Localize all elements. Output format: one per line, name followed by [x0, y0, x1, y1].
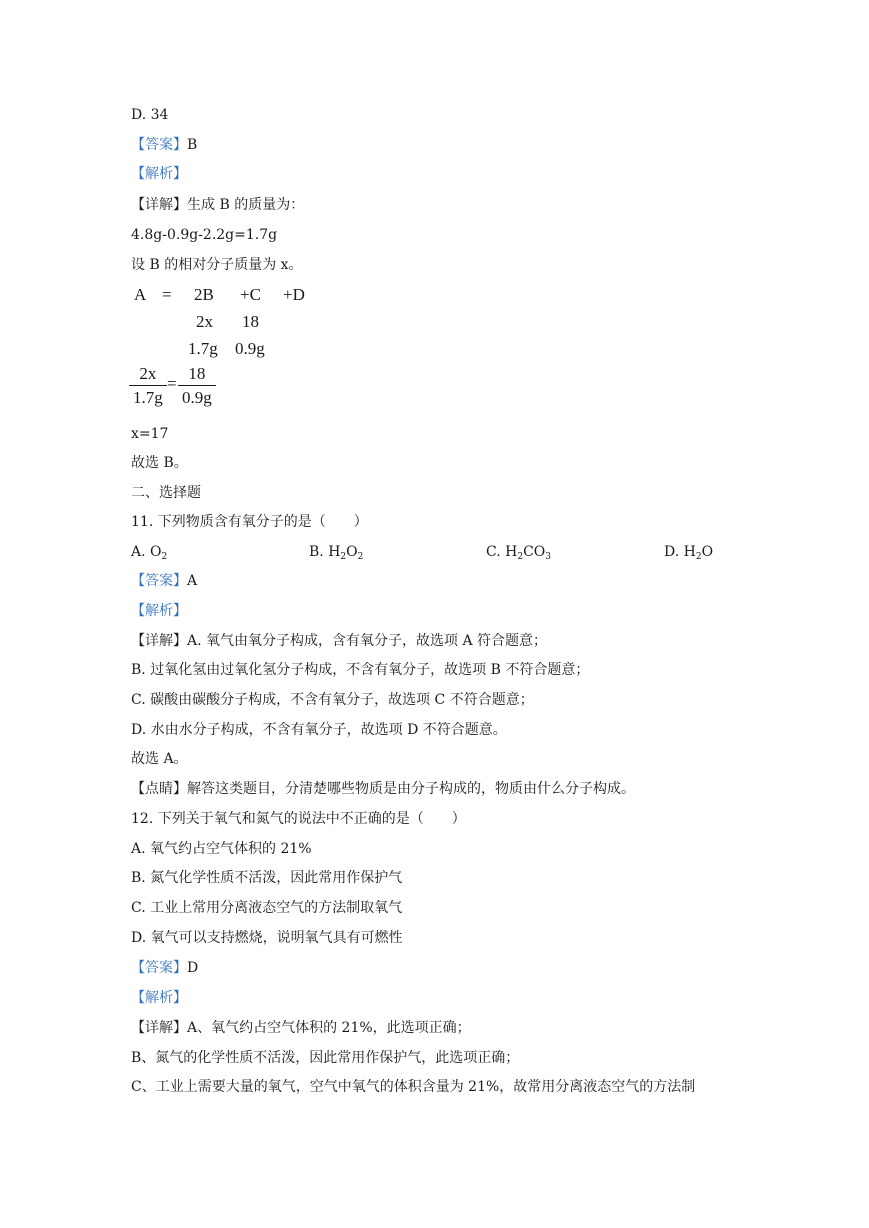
q11-answer-line — [131, 572, 197, 590]
q11-option-b-sub2: 2 — [357, 552, 364, 562]
tip-tag: 【点睛】 — [131, 781, 187, 797]
eq-row2-18: 18 — [242, 312, 259, 331]
q10-calc: 4.8g-0.9g-2.2g=1.7g — [131, 227, 278, 243]
q12-detail-b: B、氮气的化学性质不活泼，因此常用作保护气，此选项正确； — [131, 1050, 520, 1066]
q12-answer-line — [131, 959, 198, 977]
eq-row1-d: +D — [283, 285, 305, 304]
q12-detail-a — [131, 1019, 471, 1037]
detail-tag: 【详解】 — [131, 1020, 187, 1036]
q11-analysis-tag: 【解析】 — [131, 603, 187, 619]
q10-answer-line — [131, 136, 197, 154]
eq-row1-c: +C — [240, 285, 261, 304]
answer-value: B — [187, 137, 198, 153]
fraction-left — [129, 363, 167, 410]
q12-option-c: C. 工业上常用分离液态空气的方法制取氧气 — [131, 900, 403, 916]
q11-option-a-text: A. O — [131, 544, 162, 560]
q11-option-c-mid: CO — [523, 544, 546, 560]
q11-stem: 11. 下列物质含有氧分子的是（ ） — [131, 514, 368, 530]
tip-text: 解答这类题目，分清楚哪些物质是由分子构成的，物质由什么分子构成。 — [187, 781, 635, 797]
fraction-right-numerator: 18 — [178, 363, 216, 386]
fraction-equals: = — [167, 374, 177, 393]
q11-option-c-text: C. H — [486, 544, 518, 560]
answer-value: A — [187, 573, 198, 589]
q11-option-c-sub1: 2 — [517, 552, 524, 562]
q11-option-a — [131, 543, 167, 566]
q10-conclusion: 故选 B。 — [131, 455, 188, 471]
q11-option-b-text: B. H — [309, 544, 341, 560]
eq-row3-0.9g: 0.9g — [235, 339, 265, 358]
q11-option-d-sub: 2 — [695, 552, 702, 562]
fraction-right — [178, 363, 216, 410]
q10-let: 设 B 的相对分子质量为 x。 — [131, 257, 303, 273]
answer-tag: 【答案】 — [131, 960, 187, 976]
q11-detail-a — [131, 632, 547, 650]
q12-analysis-tag: 【解析】 — [131, 990, 187, 1006]
q11-option-b-sub1: 2 — [340, 552, 347, 562]
q12-stem: 12. 下列关于氧气和氮气的说法中不正确的是（ ） — [131, 811, 466, 827]
fraction-left-numerator: 2x — [129, 363, 167, 386]
detail-text: A. 氧气由氧分子构成，含有氧分子，故选项 A 符合题意； — [187, 633, 548, 649]
section-title: 二、选择题 — [131, 485, 201, 501]
q11-detail-b: B. 过氧化氢由过氧化氢分子构成，不含有氧分子，故选项 B 不符合题意； — [131, 662, 590, 678]
q11-option-d-suffix: O — [701, 544, 714, 560]
q11-option-a-sub: 2 — [161, 552, 168, 562]
q11-option-b — [309, 543, 363, 566]
eq-row1-a: A — [134, 285, 147, 304]
detail-text: A、氧气约占空气体积的 21%，此选项正确； — [187, 1020, 471, 1036]
eq-row1-2b: 2B — [194, 285, 214, 304]
q11-option-b-mid: O — [346, 544, 358, 560]
q11-conclusion: 故选 A。 — [131, 751, 188, 767]
detail-tag: 【详解】 — [131, 197, 187, 213]
q12-option-a: A. 氧气约占空气体积的 21% — [131, 841, 312, 857]
eq-row3-1.7g: 1.7g — [188, 339, 218, 358]
q10-detail-line — [131, 196, 304, 214]
detail-tag: 【详解】 — [131, 633, 187, 649]
q11-detail-d: D. 水由水分子构成，不含有氧分子，故选项 D 不符合题意。 — [131, 722, 507, 738]
q12-detail-c: C、工业上需要大量的氧气，空气中氧气的体积含量为 21%，故常用分离液态空气的方法制 — [131, 1079, 696, 1095]
q12-option-b: B. 氮气化学性质不活泼，因此常用作保护气 — [131, 870, 403, 886]
answer-value: D — [187, 960, 199, 976]
q11-option-d-text: D. H — [664, 544, 696, 560]
eq-row1-equals: = — [162, 285, 172, 304]
eq-row2-2x: 2x — [196, 312, 213, 331]
q11-option-d — [664, 543, 713, 566]
q11-option-c-sub2: 3 — [545, 552, 551, 562]
fraction-left-denominator: 1.7g — [133, 388, 163, 407]
q11-option-c — [486, 543, 551, 566]
q10-analysis-tag: 【解析】 — [131, 166, 187, 182]
fraction-right-denominator: 0.9g — [182, 388, 212, 407]
q11-tip — [131, 780, 635, 798]
q11-detail-c: C. 碳酸由碳酸分子构成，不含有氧分子，故选项 C 不符合题意； — [131, 692, 534, 708]
q10-result: x=17 — [131, 426, 169, 442]
answer-tag: 【答案】 — [131, 137, 187, 153]
q10-option-d: D. 34 — [131, 107, 169, 123]
detail-text: 生成 B 的质量为： — [187, 197, 305, 213]
answer-tag: 【答案】 — [131, 573, 187, 589]
q12-option-d: D. 氧气可以支持燃烧，说明氧气具有可燃性 — [131, 930, 403, 946]
